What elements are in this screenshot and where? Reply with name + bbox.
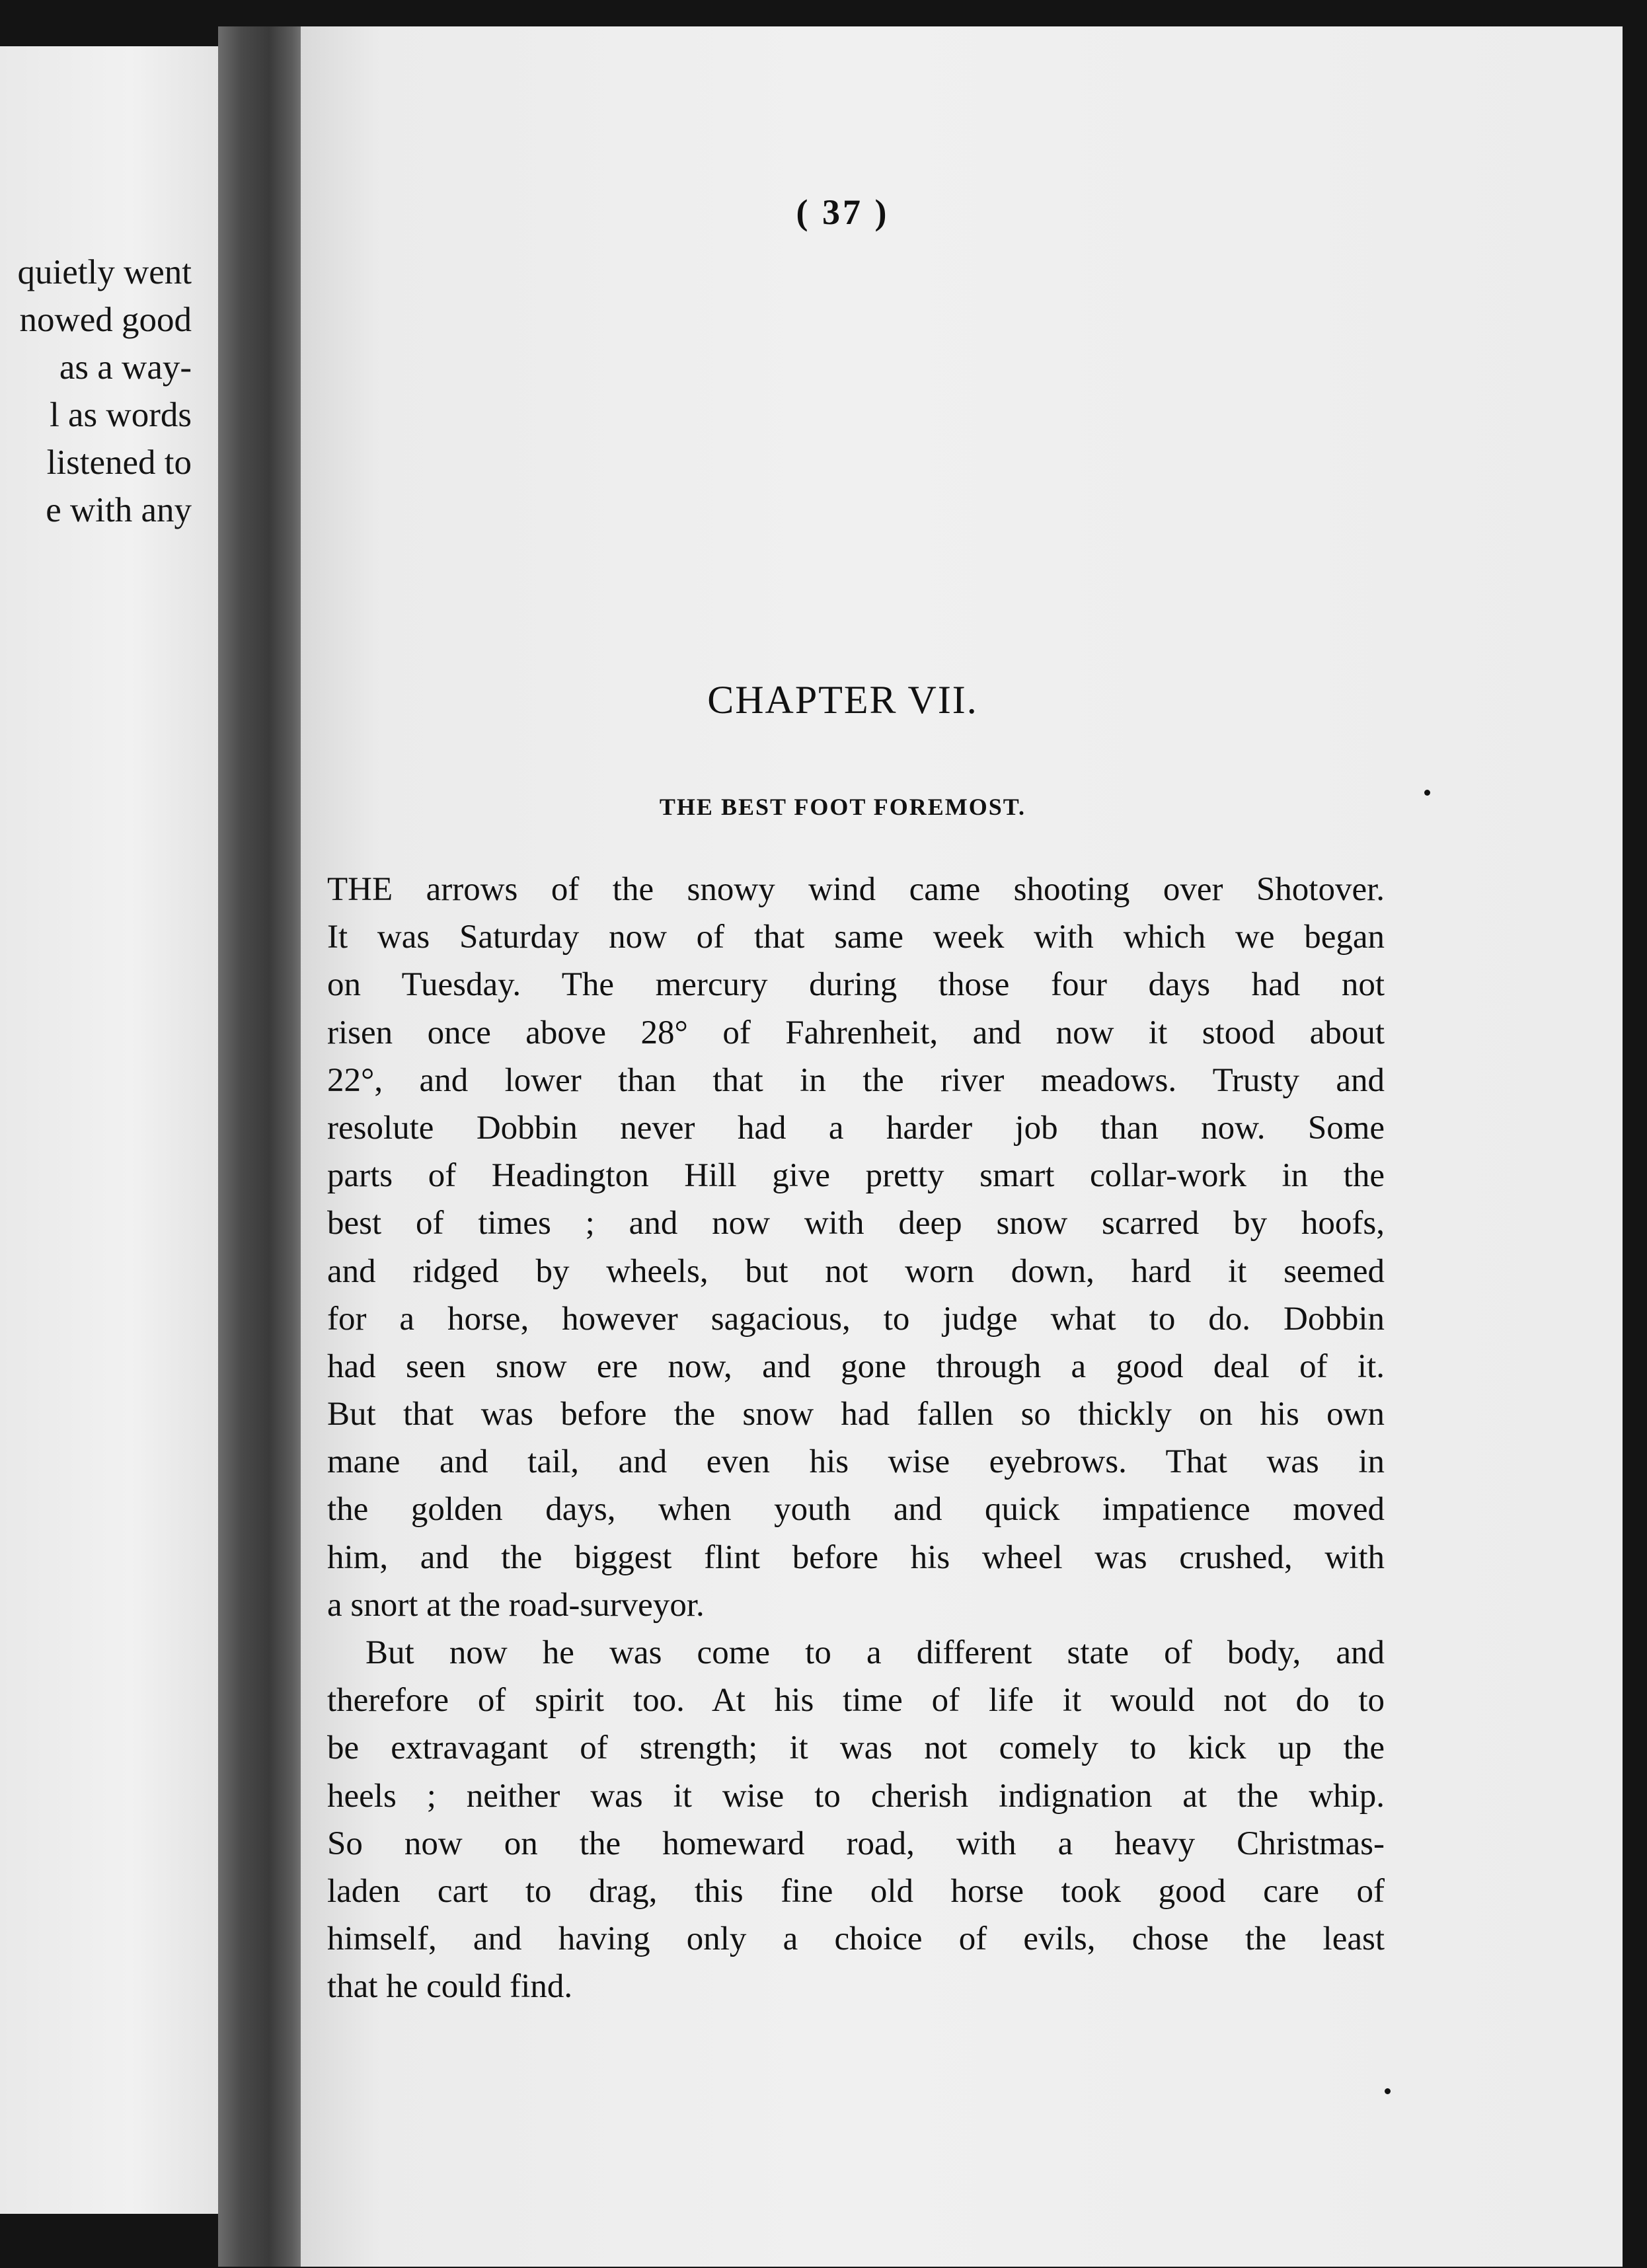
- chapter-title: CHAPTER VII.: [707, 678, 978, 722]
- text-line: that he could find.: [327, 1968, 573, 2006]
- left-line: quietly went: [17, 253, 192, 291]
- book-gutter-shadow: [218, 26, 311, 2267]
- chapter-subtitle: THE BEST FOOT FOREMOST.: [659, 794, 1026, 820]
- text-line: So now on the homeward road, with a heavy Christmas-: [327, 1825, 1385, 1862]
- text-line: mane and tail, and even his wise eyebrows. That was in: [327, 1443, 1385, 1481]
- text-line: for a horse, however sagacious, to judge what to do. Dobbin: [327, 1300, 1385, 1338]
- text-line: himself, and having only a choice of evils, chose the least: [327, 1920, 1385, 1958]
- text-line: be extravagant of strength; it was not comely to kick up the: [327, 1729, 1385, 1767]
- text-line: a snort at the road-surveyor.: [327, 1586, 705, 1624]
- paragraph: [327, 866, 1385, 1629]
- text-line: But that was before the snow had fallen so thickly on his own: [327, 1396, 1385, 1433]
- text-line: parts of Headington Hill give pretty smart collar-work in the: [327, 1157, 1385, 1195]
- left-line: nowed good: [19, 301, 192, 339]
- left-line: listened to: [46, 443, 192, 482]
- text-line: the golden days, when youth and quick impatience moved: [327, 1491, 1385, 1529]
- text-line: risen once above 28° of Fahrenheit, and now it stood about: [327, 1014, 1385, 1051]
- text-line: But now he was come to a different state of body, and: [365, 1634, 1385, 1671]
- left-page-text: [0, 248, 192, 534]
- ink-speck: [1424, 790, 1430, 796]
- right-page: [301, 26, 1623, 2267]
- ink-speck: [1385, 2088, 1391, 2094]
- chapter-body: [327, 866, 1385, 2011]
- text-line: laden cart to drag, this fine old horse took good care of: [327, 1872, 1385, 1910]
- left-page-fragment: [0, 46, 218, 2214]
- text-line: him, and the biggest flint before his wheel was crushed, with: [327, 1538, 1385, 1576]
- left-line: as a way-: [59, 348, 192, 387]
- text-line: and ridged by wheels, but not worn down, hard it seemed: [327, 1252, 1385, 1290]
- text-line: THE arrows of the snowy wind came shooting over Shotover.: [327, 871, 1385, 908]
- left-line: e with any: [46, 491, 192, 529]
- text-line: best of times ; and now with deep snow scarred by hoofs,: [327, 1205, 1385, 1242]
- text-line: on Tuesday. The mercury during those four days had not: [327, 966, 1385, 1004]
- text-line: resolute Dobbin never had a harder job than now. Some: [327, 1109, 1385, 1147]
- paragraph: [327, 1629, 1385, 2011]
- left-line: l as words: [50, 396, 192, 434]
- text-line: heels ; neither was it wise to cherish indignation at the whip.: [327, 1777, 1385, 1815]
- text-line: 22°, and lower than that in the river meadows. Trusty and: [327, 1061, 1385, 1099]
- page-number: ( 37 ): [796, 192, 890, 232]
- text-line: therefore of spirit too. At his time of life it would not do to: [327, 1682, 1385, 1720]
- text-line: had seen snow ere now, and gone through a good deal of it.: [327, 1347, 1385, 1385]
- text-line: It was Saturday now of that same week with which we began: [327, 919, 1385, 956]
